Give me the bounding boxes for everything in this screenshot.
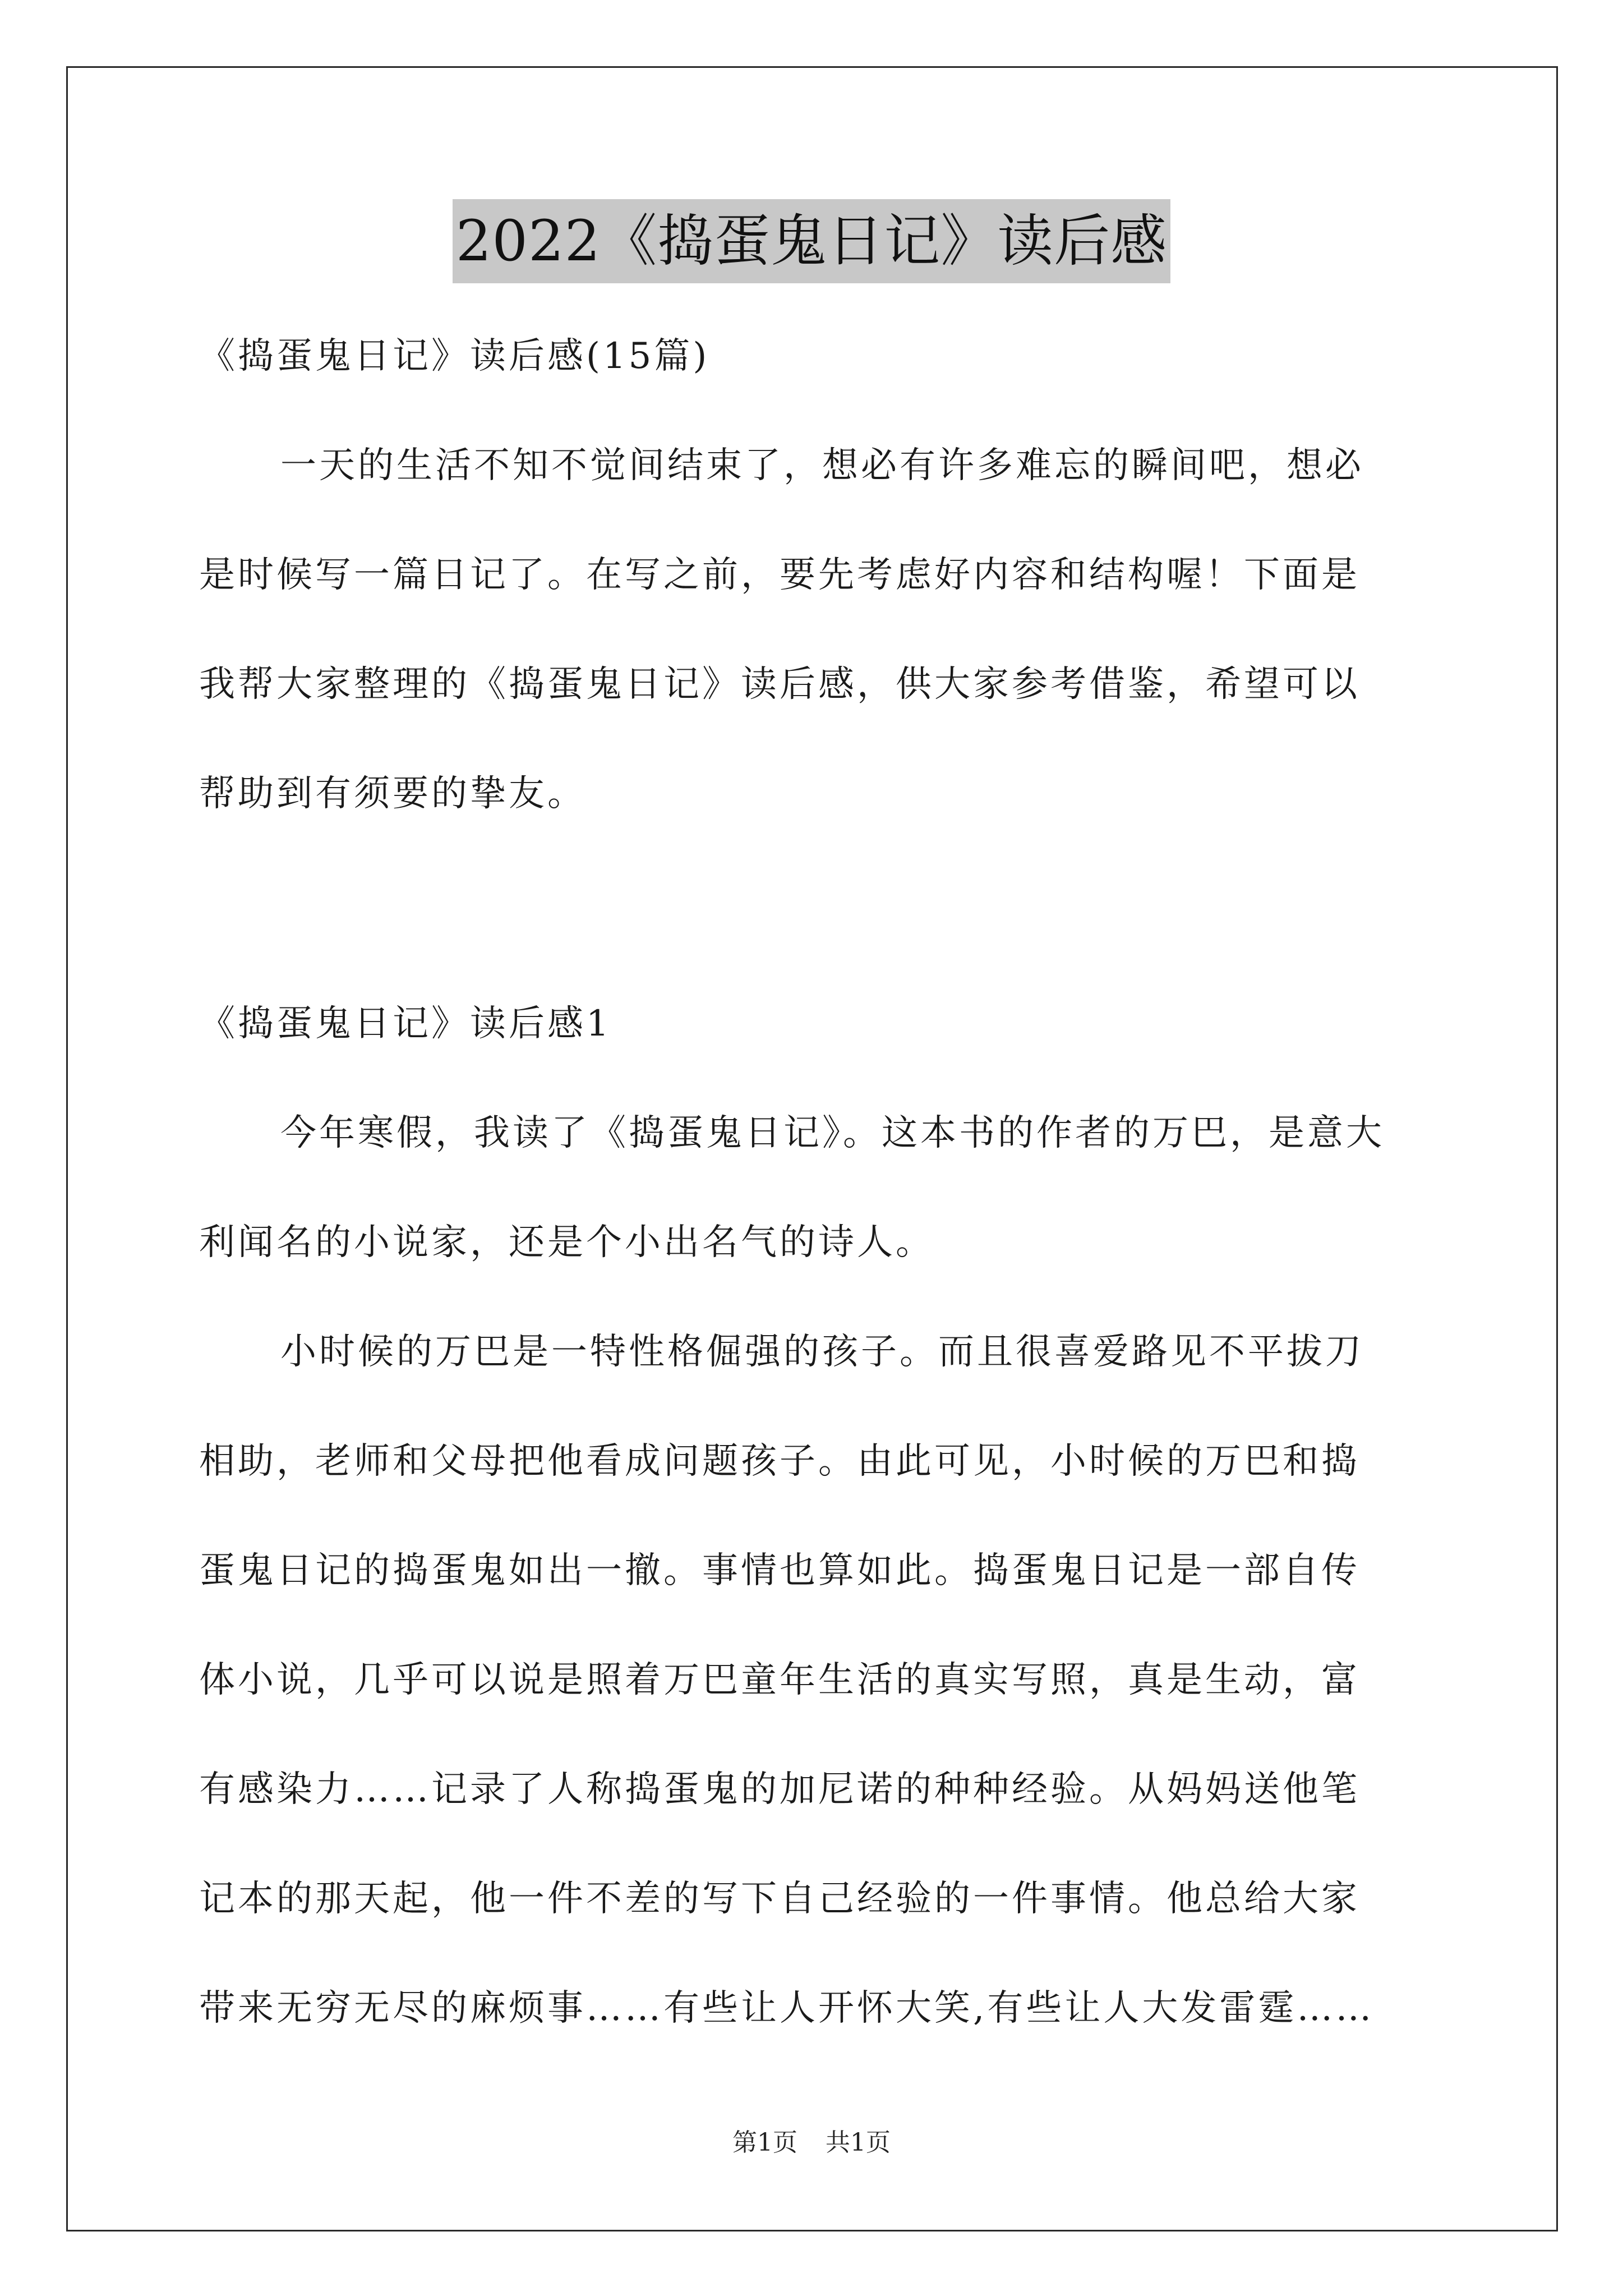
- page-footer: [0, 2126, 1623, 2160]
- body-paragraph-line: 记本的那天起，他一件不差的写下自己经验的一件事情。他总给大家: [199, 1878, 1360, 1920]
- intro-paragraph-line: 我帮大家整理的《捣蛋鬼日记》读后感，供大家参考借鉴，希望可以: [199, 664, 1360, 705]
- body-paragraph-line: 小时候的万巴是一特性格倔强的孩子。而且很喜爱路见不平拔刀: [280, 1331, 1364, 1373]
- page-total: 共1页: [826, 2128, 891, 2157]
- intro-paragraph-line: 是时候写一篇日记了。在写之前，要先考虑好内容和结构喔！下面是: [199, 554, 1360, 596]
- intro-paragraph-line: 一天的生活不知不觉间结束了，想必有许多难忘的瞬间吧，想必: [280, 445, 1364, 486]
- document-title: 2022《捣蛋鬼日记》读后感: [453, 199, 1171, 283]
- body-paragraph-line: 利闻名的小说家，还是个小出名气的诗人。: [199, 1222, 934, 1263]
- intro-paragraph-line: 帮助到有须要的挚友。: [199, 773, 586, 815]
- body-paragraph-line: 有感染力……记录了人称捣蛋鬼的加尼诺的种种经验。从妈妈送他笔: [199, 1769, 1360, 1810]
- section-heading: 《捣蛋鬼日记》读后感1: [199, 1003, 612, 1045]
- body-paragraph-line: 带来无穷无尽的麻烦事……有些让人开怀大笑,有些让人大发雷霆……: [199, 1987, 1375, 2029]
- page-number: 第1页: [732, 2128, 797, 2157]
- body-paragraph-line: 相助，老师和父母把他看成问题孩子。由此可见，小时候的万巴和捣: [199, 1441, 1360, 1482]
- subtitle-line: 《捣蛋鬼日记》读后感(15篇): [199, 335, 710, 377]
- title-container: [0, 199, 1623, 283]
- body-paragraph-line: 蛋鬼日记的捣蛋鬼如出一撤。事情也算如此。捣蛋鬼日记是一部自传: [199, 1550, 1360, 1591]
- body-paragraph-line: 体小说，几乎可以说是照着万巴童年生活的真实写照，真是生动，富: [199, 1659, 1360, 1701]
- body-paragraph-line: 今年寒假，我读了《捣蛋鬼日记》。这本书的作者的万巴，是意大: [280, 1112, 1385, 1154]
